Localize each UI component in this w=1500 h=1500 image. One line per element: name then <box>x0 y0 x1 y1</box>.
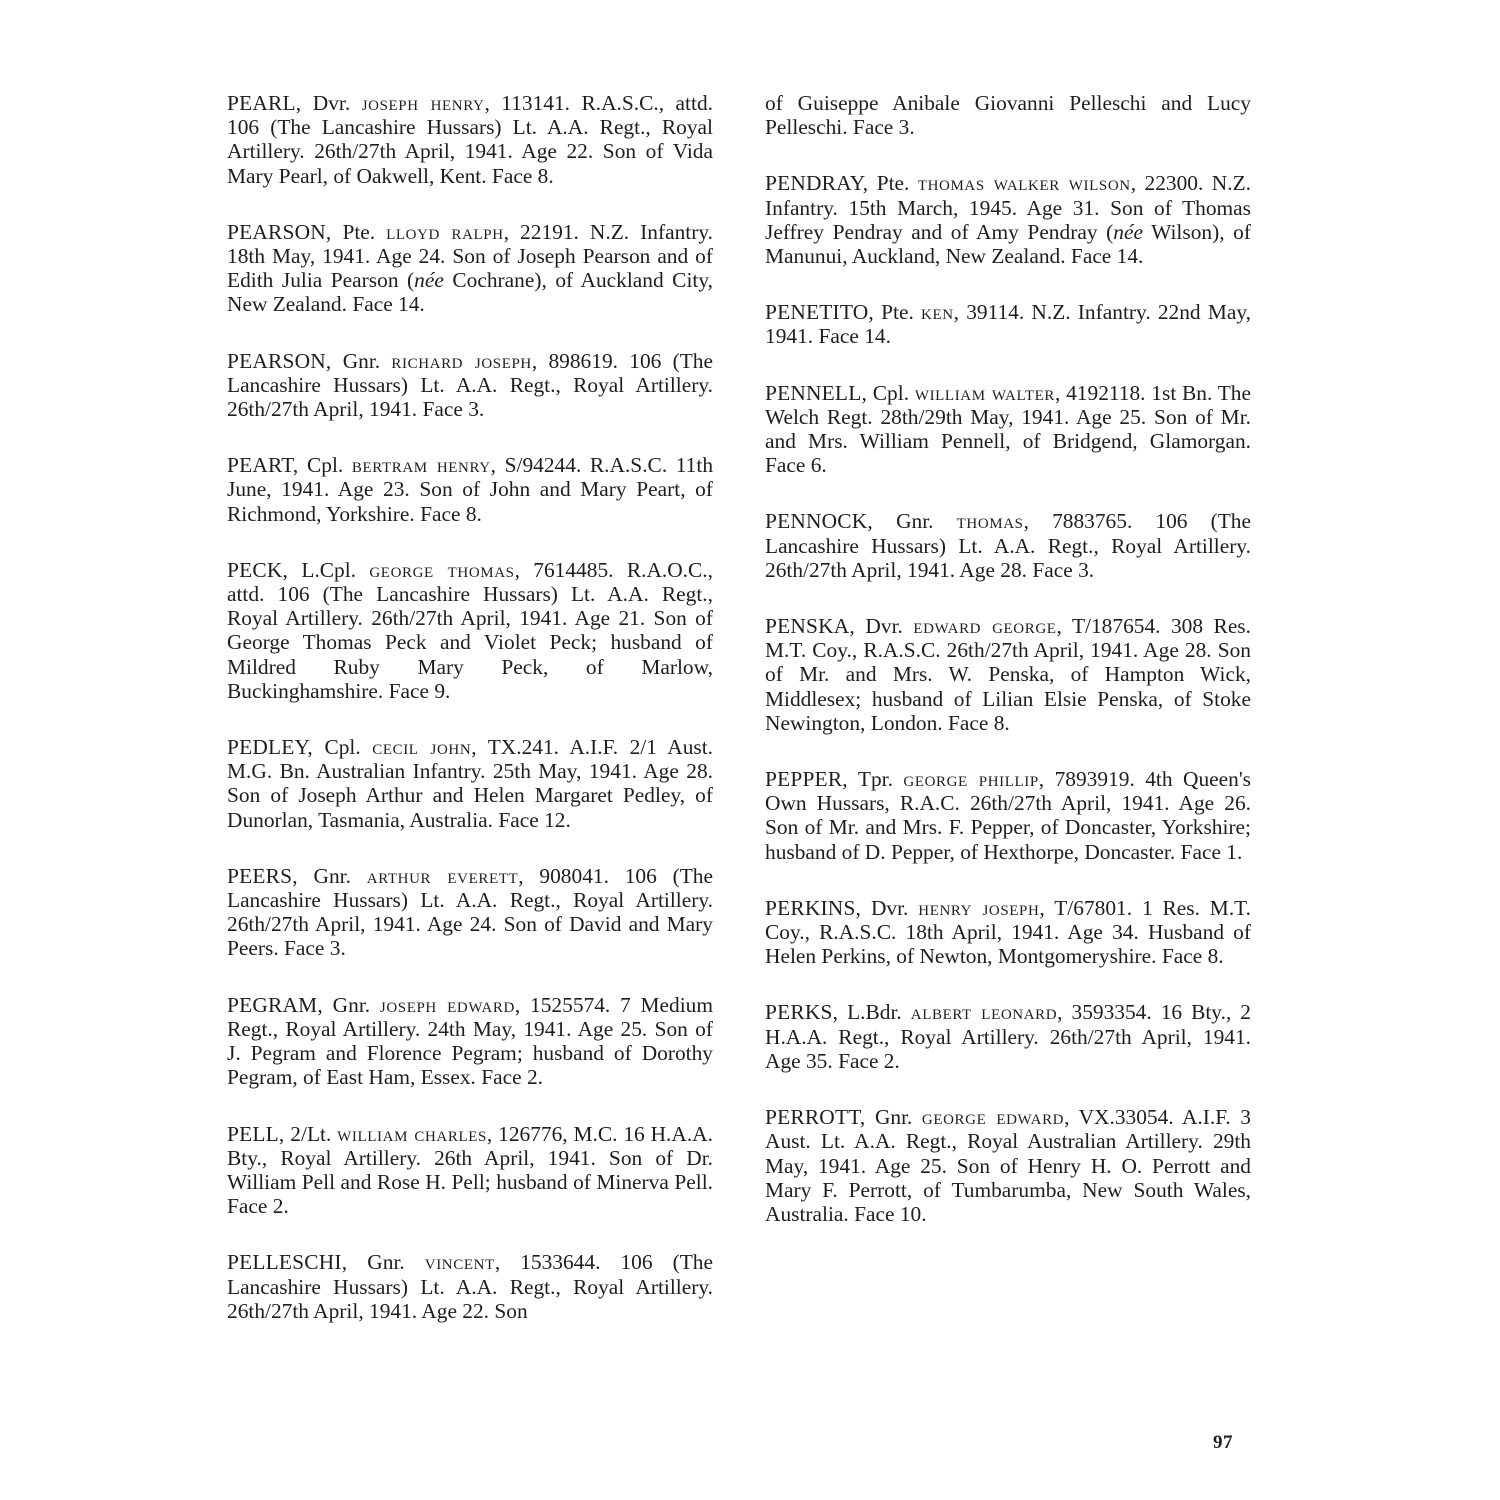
register-entry <box>765 91 1251 139</box>
page-number: 97 <box>1213 1432 1233 1453</box>
entry-surname: PEERS, <box>227 863 298 888</box>
entry-rank: Pte. <box>868 171 918 196</box>
entry-nee: née <box>414 268 444 293</box>
entry-surname: PEART, <box>227 453 299 478</box>
entry-forenames: henry joseph <box>918 895 1040 920</box>
left-column <box>227 91 713 1355</box>
entry-text: , 113141. R.A.S.C., attd. 106 (The Lancashire Hussars) Lt. A.A. Regt., Royal Artillery. 26th/27th April, 1941. Age 22. Son of Vida Mary Pearl, of Oakwell, Kent. Face 8. <box>227 91 713 188</box>
entry-rank: Gnr. <box>331 348 392 373</box>
entry-text: , TX.241. A.I.F. 2/1 Aust. M.G. Bn. Australian Infantry. 25th May, 1941. Age 28. Son of Joseph Arthur and Helen Margaret Pedley, of Dunorlan, Tasmania, Australia. Face 12. <box>227 735 713 832</box>
entry-forenames: vincent <box>424 1250 495 1275</box>
register-entry <box>227 1122 713 1219</box>
register-entry <box>227 993 713 1090</box>
entry-forenames: albert leonard <box>910 1000 1058 1025</box>
register-entry <box>227 349 713 422</box>
register-entry <box>227 864 713 961</box>
entry-forenames: richard joseph <box>391 348 532 373</box>
register-entry <box>227 453 713 526</box>
entry-rank: Dvr. <box>854 614 914 639</box>
entry-surname: PELL, <box>227 1121 285 1146</box>
entry-text: , 7893919. 4th Queen's Own Hussars, R.A.C. 26th/27th April, 1941. Age 26. Son of Mr. and Mrs. F. Pepper, of Doncaster, Yorkshire; husband of D. Pepper, of Hexthorpe, Doncaster. Face 1. <box>765 767 1251 864</box>
entry-forenames: edward george <box>913 614 1057 639</box>
entry-surname: PELLESCHI, <box>227 1250 348 1275</box>
entry-surname: PENNOCK, <box>765 509 873 534</box>
entry-rank: Tpr. <box>847 767 904 792</box>
entry-text: , 126776, M.C. 16 H.A.A. Bty., Royal Artillery. 26th April, 1941. Son of Dr. William Pell and Rose H. Pell; husband of Minerva Pell. Face 2. <box>227 1121 713 1219</box>
entry-surname: PENNELL, <box>765 380 868 405</box>
register-entry <box>765 300 1251 348</box>
entry-forenames: arthur everett <box>366 863 519 888</box>
entry-text: , 898619. 106 (The Lancashire Hussars) Lt. A.A. Regt., Royal Artillery. 26th/27th April, 1941. Face 3. <box>227 348 713 422</box>
entry-surname: PENDRAY, <box>765 171 869 196</box>
entry-text: , 7883765. 106 (The Lancashire Hussars) Lt. A.A. Regt., Royal Artillery. 26th/27th April, 1941. Age 28. Face 3. <box>765 509 1251 582</box>
entry-rank: Gnr. <box>297 863 367 888</box>
entry-text: , 22191. N.Z. Infantry. 18th May, 1941. Age 24. Son of Joseph Pearson and of Edith Julia Pearson ( <box>227 219 713 293</box>
register-entry <box>765 896 1251 969</box>
entry-text: , 4192118. 1st Bn. The Welch Regt. 28th/29th May, 1941. Age 25. Son of Mr. and Mrs. William Pennell, of Bridgend, Glamorgan. Face 6. <box>765 380 1251 478</box>
entry-forenames: ken <box>921 300 954 325</box>
register-entry <box>227 558 713 703</box>
entry-text: , 3593354. 16 Bty., 2 H.A.A. Regt., Royal Artillery. 26th/27th April, 1941. Age 35. Face 2. <box>765 1000 1251 1073</box>
entry-rank: L.Cpl. <box>288 557 370 582</box>
register-entry <box>765 1105 1251 1226</box>
entry-text-continued: Wilson), of Manunui, Auckland, New Zealand. Face 14. <box>765 219 1251 269</box>
entry-forenames: joseph edward <box>379 992 515 1017</box>
entry-text: , T/67801. 1 Res. M.T. Coy., R.A.S.C. 18th April, 1941. Age 34. Husband of Helen Perkins, of Newton, Montgomeryshire. Face 8. <box>765 895 1251 969</box>
entry-surname: PERROTT, <box>765 1105 866 1130</box>
entry-forenames: cecil john <box>372 735 472 760</box>
entry-text: , 908041. 106 (The Lancashire Hussars) Lt. A.A. Regt., Royal Artillery. 26th/27th April, 1941. Age 24. Son of David and Mary Peers. Face 3. <box>227 863 713 961</box>
entry-forenames: william charles <box>337 1121 487 1146</box>
register-entry <box>227 91 713 188</box>
entry-forenames: george edward <box>921 1105 1065 1130</box>
entry-surname: PEARSON, <box>227 219 332 244</box>
entry-surname: PERKINS, <box>765 895 862 920</box>
entry-surname: PEDLEY, <box>227 735 313 760</box>
entry-text: , T/187654. 308 Res. M.T. Coy., R.A.S.C. 26th/27th April, 1941. Age 28. Son of Mr. and Mrs. W. Penska, of Hampton Wick, Middlesex; husband of Lilian Elsie Penska, of Stoke Newington, London. Face 8. <box>765 614 1251 735</box>
entry-text: , 22300. N.Z. Infantry. 15th March, 1945. Age 31. Son of Thomas Jeffrey Pendray and of Amy Pendray ( <box>765 171 1252 244</box>
entry-rank: Gnr. <box>322 992 380 1017</box>
entry-surname: PEARSON, <box>227 348 332 373</box>
entry-surname: PECK, <box>227 557 289 582</box>
right-column <box>765 91 1251 1258</box>
entry-rank: Dvr. <box>861 895 919 920</box>
register-entry <box>227 220 713 317</box>
register-entry <box>765 767 1251 864</box>
entry-text: , S/94244. R.A.S.C. 11th June, 1941. Age 23. Son of John and Mary Peart, of Richmond, Yorkshire. Face 8. <box>227 453 714 526</box>
entry-rank: Gnr. <box>347 1250 425 1275</box>
register-entry <box>765 509 1251 582</box>
entry-forenames: george phillip <box>903 767 1039 792</box>
entry-forenames: william walter <box>914 380 1055 405</box>
entry-rank: Pte. <box>873 300 922 325</box>
register-entry <box>765 614 1251 735</box>
entry-forenames: george thomas <box>369 557 515 582</box>
entry-text: , VX.33054. A.I.F. 3 Aust. Lt. A.A. Regt., Royal Australian Artillery. 29th May, 1941. Age 25. Son of Henry H. O. Perrott and Mary F. Perrott, of Tumbarumba, New South Wales, Australia. Face 10. <box>765 1105 1251 1226</box>
entry-rank: Cpl. <box>312 735 373 760</box>
entry-text: , 39114. N.Z. Infantry. 22nd May, 1941. Face 14. <box>765 300 1251 349</box>
entry-surname: PEPPER, <box>765 767 848 792</box>
register-entry <box>227 735 713 832</box>
entry-rank: Dvr. <box>301 91 362 115</box>
entry-rank: Pte. <box>331 219 387 244</box>
entry-text: , 1533644. 106 (The Lancashire Hussars) Lt. A.A. Regt., Royal Artillery. 26th/27th April, 1941. Age 22. Son <box>227 1250 713 1323</box>
entry-rank: 2/Lt. <box>284 1121 338 1146</box>
entry-surname: PERKS, <box>765 1000 839 1025</box>
entry-forenames: thomas <box>956 509 1024 534</box>
entry-rank: Cpl. <box>867 380 915 405</box>
entry-rank: Gnr. <box>872 509 957 534</box>
entry-text: , 7614485. R.A.O.C., attd. 106 (The Lancashire Hussars) Lt. A.A. Regt., Royal Artillery. 26th/27th April, 1941. Age 21. Son of George Thomas Peck and Violet Peck; husband of Mildred Ruby Mary Peck, of Marlow, Buckinghamshire. Face 9. <box>227 557 713 703</box>
entry-forenames: lloyd ralph <box>386 219 504 244</box>
register-entry <box>765 1000 1251 1073</box>
entry-nee: née <box>1113 219 1143 244</box>
entry-text: of Guiseppe Anibale Giovanni Pelleschi and Lucy Pelleschi. Face 3. <box>765 91 1251 140</box>
entry-surname: PENETITO, <box>765 300 874 325</box>
entry-surname: PENSKA, <box>765 614 855 639</box>
entry-rank: Cpl. <box>298 453 352 478</box>
entry-text-continued: Cochrane), of Auckland City, New Zealand. Face 14. <box>227 268 713 317</box>
register-entry <box>765 381 1251 478</box>
entry-surname: PEGRAM, <box>227 992 323 1017</box>
entry-rank: L.Bdr. <box>838 1000 911 1025</box>
entry-forenames: thomas walker wilson <box>917 171 1131 196</box>
entry-rank: Gnr. <box>865 1105 922 1130</box>
entry-text: , 1525574. 7 Medium Regt., Royal Artillery. 24th May, 1941. Age 25. Son of J. Pegram and Florence Pegram; husband of Dorothy Pegram, of East Ham, Essex. Face 2. <box>227 992 713 1090</box>
entry-surname: PEARL, <box>227 91 302 115</box>
register-entry <box>765 171 1251 268</box>
entry-forenames: joseph henry <box>361 91 485 115</box>
entry-forenames: bertram henry <box>351 453 491 478</box>
register-entry <box>227 1250 713 1323</box>
